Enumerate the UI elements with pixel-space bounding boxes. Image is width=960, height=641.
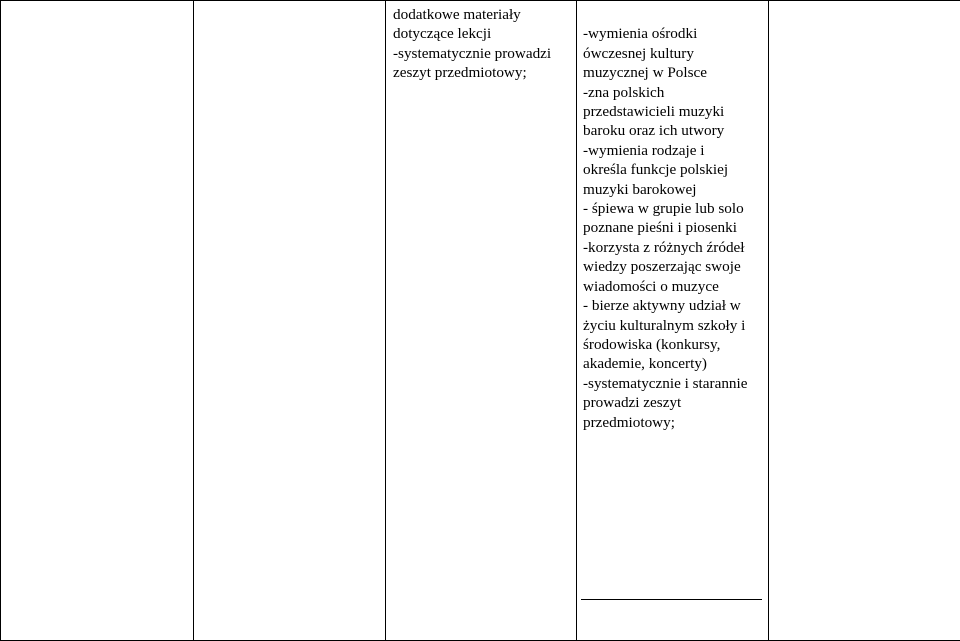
table-row: [1, 1, 960, 641]
table-cell-empty-2: [194, 1, 386, 641]
requirements-cell-content: [577, 1, 768, 638]
table-cell-requirements: [577, 1, 769, 641]
footnote-separator-line: [581, 599, 762, 600]
table-cell-empty-5: [769, 1, 960, 641]
table-cell-empty-1: [1, 1, 194, 641]
materials-text: dodatkowe materiały dotyczące lekcji -systematycznie prowadzi zeszyt przedmiotowy;: [393, 6, 552, 82]
requirements-text: -wymienia ośrodki ówczesnej kultury muzycznej w Polsce -zna polskich przedstawicieli muzyki baroku oraz ich utwory -wymienia rodzaje i określa funkcje polskiej muzyki barokowej - śpiewa w grupie lub solo poznane pieśni i piosenki -korzysta z różnych źródeł wiedzy poszerzając swoje wiadomości o muzyce - bierze aktywny udział w życiu kulturalnym szkoły i środowiska (konkursy, akademie, koncerty) -systematycznie i starannie prowadzi zeszyt przedmiotowy;: [583, 25, 748, 431]
table-cell-materials: [386, 1, 577, 641]
